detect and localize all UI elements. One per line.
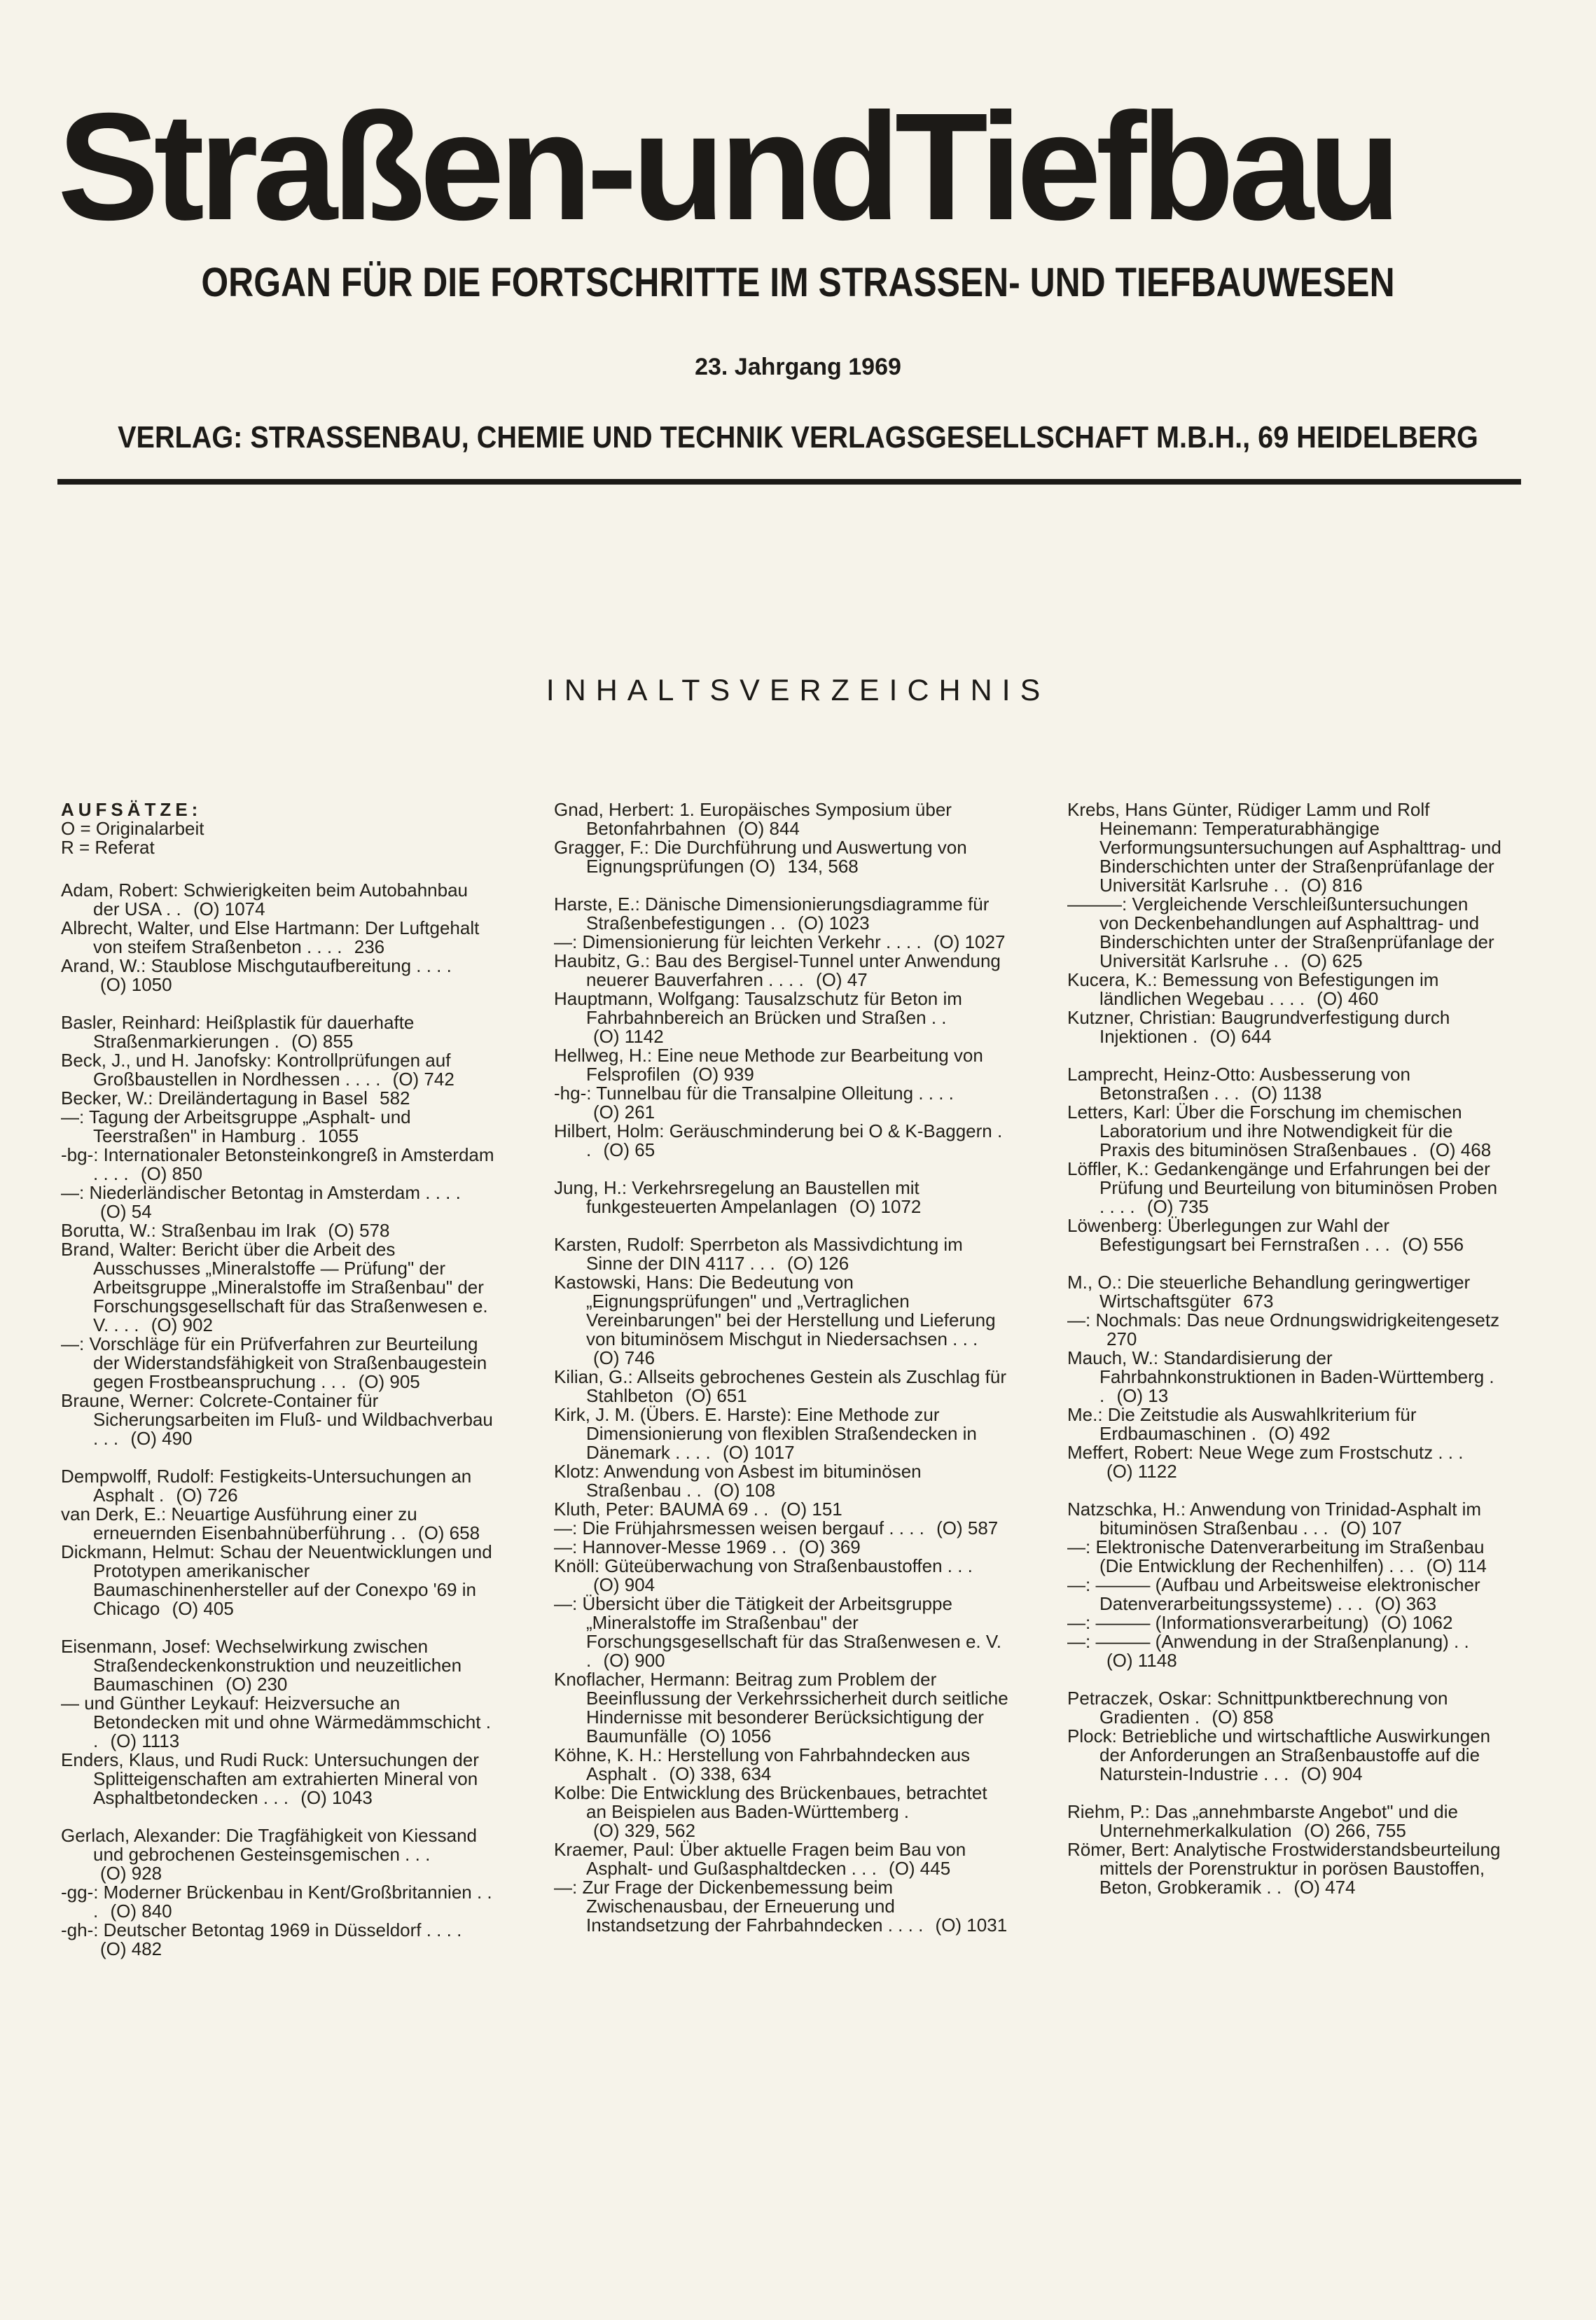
- toc-entry: [1067, 1405, 1501, 1443]
- entry-page-ref: (O) 54: [100, 1201, 152, 1222]
- entry-page-ref: (O) 858: [1212, 1707, 1274, 1728]
- entry-page-ref: 270: [1106, 1328, 1137, 1349]
- toc-entry: [61, 1240, 495, 1335]
- entry-text: Gnad, Herbert: 1. Europäisches Symposium über Betonfahrbahnen: [554, 799, 952, 839]
- toc-entry: [61, 1694, 495, 1751]
- toc-entry: [554, 1046, 1009, 1084]
- entry-page-ref: (O) 1043: [300, 1787, 373, 1808]
- entry-page-ref: (O) 482: [100, 1938, 162, 1959]
- entry-text: Dickmann, Helmut: Schau der Neuentwicklungen und Prototypen amerikanischer Baumaschinenhersteller auf der Conexpo '69 in Chicago: [61, 1541, 492, 1619]
- legend-item-referat: R = Referat: [61, 837, 155, 858]
- toc-entry: [1067, 1273, 1501, 1311]
- entry-text: Eisenmann, Josef: Wechselwirkung zwischen Straßendeckenkonstruktion und neuzeitlichen Baumaschinen: [61, 1636, 462, 1695]
- entry-page-ref: (O) 107: [1340, 1517, 1403, 1538]
- entry-page-ref: (O) 855: [291, 1031, 354, 1052]
- toc-entry: [1067, 1576, 1501, 1613]
- toc-entry: [1067, 1802, 1501, 1840]
- entry-text: Meffert, Robert: Neue Wege zum Frostschutz . . .: [1067, 1442, 1464, 1463]
- entry-text: Jung, H.: Verkehrsregelung an Baustellen mit funkgesteuerten Ampelanlagen: [554, 1177, 920, 1217]
- entry-page-ref: (O) 1148: [1106, 1650, 1177, 1671]
- entry-text: Gerlach, Alexander: Die Tragfähigkeit von Kiessand und gebrochenen Gesteinsgemischen . . .: [61, 1825, 478, 1865]
- entry-text: —: Vorschläge für ein Prüfverfahren zur Beurteilung der Widerstandsfähigkeit von Straßenbaugestein gegen Frostbeanspruchung . . .: [61, 1333, 487, 1392]
- toc-entry: [554, 1405, 1009, 1462]
- toc-entry: [61, 1543, 495, 1618]
- toc-entry: [1067, 1500, 1501, 1538]
- entry-text: Hauptmann, Wolfgang: Tausalzschutz für Beton im Fahrbahnbereich an Brücken und Straßen . .: [554, 988, 962, 1028]
- entry-text: Kirk, J. M. (Übers. E. Harste): Eine Methode zur Dimensionierung von flexiblen Straßendecken in Dänemark . . . .: [554, 1404, 977, 1463]
- toc-entry: [61, 1146, 495, 1183]
- toc-entries-3: [1067, 800, 1501, 1897]
- toc-entry: [554, 1595, 1009, 1670]
- toc-entry: [554, 800, 1009, 838]
- entry-text: —: Tagung der Arbeitsgruppe „Asphalt- und Teerstraßen" in Hamburg .: [61, 1106, 411, 1146]
- entry-page-ref: (O) 578: [328, 1220, 390, 1241]
- toc-entry: [554, 895, 1009, 933]
- entry-page-ref: (O) 905: [358, 1371, 420, 1392]
- entry-text: Kastowski, Hans: Die Bedeutung von „Eignungsprüfungen" und „Vertraglichen Vereinbarungen" bei der Herstellung und Lieferung von bituminösem Mischgut in Niedersachsen . . .: [554, 1272, 996, 1349]
- entry-page-ref: (O) 1122: [1106, 1461, 1177, 1482]
- entry-page-ref: (O) 1072: [849, 1196, 922, 1217]
- toc-entries-2: [554, 800, 1009, 1935]
- entry-page-ref: 1055: [318, 1125, 359, 1146]
- toc-entry: [1067, 1689, 1501, 1727]
- entry-text: — und Günther Leykauf: Heizversuche an Betondecken mit und ohne Wärmedämmschicht . .: [61, 1693, 491, 1751]
- entry-text: Petraczek, Oskar: Schnittpunktberechnung von Gradienten .: [1067, 1688, 1448, 1728]
- toc-entry: [1067, 1065, 1501, 1103]
- entry-text: ———: Vergleichende Verschleißuntersuchungen von Deckenbehandlungen auf Asphalttrag- und Binderschichten unter der Straßenprüfanlage der Universität Karlsruhe . .: [1067, 894, 1494, 971]
- entry-page-ref: (O) 904: [593, 1574, 655, 1595]
- entry-text: —: Die Frühjahrsmessen weisen bergauf . . . .: [554, 1517, 924, 1538]
- entry-text: Gragger, F.: Die Durchführung und Auswertung von Eignungsprüfungen (O): [554, 837, 967, 877]
- entry-page-ref: (O) 556: [1402, 1234, 1464, 1255]
- entry-page-ref: (O) 850: [140, 1163, 202, 1184]
- toc-entry: [61, 1183, 495, 1221]
- entry-page-ref: (O) 904: [1300, 1763, 1363, 1784]
- entry-text: Kluth, Peter: BAUMA 69 . .: [554, 1499, 769, 1520]
- entry-page-ref: (O) 445: [889, 1858, 951, 1879]
- entry-text: Beck, J., und H. Janofsky: Kontrollprüfungen auf Großbaustellen in Nordhessen . . . .: [61, 1050, 451, 1090]
- entry-page-ref: (O) 151: [780, 1499, 842, 1520]
- entry-page-ref: (O) 363: [1374, 1593, 1437, 1614]
- entry-page-ref: (O) 1023: [797, 912, 870, 933]
- publisher-line: VERLAG: STRASSENBAU, CHEMIE UND TECHNIK VERLAGSGESELLSCHAFT M.B.H., 69 HEIDELBERG: [118, 420, 1478, 454]
- entry-page-ref: 236: [354, 936, 385, 957]
- entry-page-ref: (O) 939: [692, 1064, 754, 1085]
- toc-entry: [554, 1179, 1009, 1216]
- toc-entry: [554, 1273, 1009, 1368]
- entry-text: —: ——— (Informationsverarbeitung): [1067, 1612, 1369, 1633]
- entry-text: Haubitz, G.: Bau des Bergisel-Tunnel unter Anwendung neuerer Bauverfahren . . . .: [554, 950, 1001, 990]
- entry-text: -hg-: Tunnelbau für die Transalpine Olleitung . . . .: [554, 1083, 954, 1104]
- entry-text: Kucera, K.: Bemessung von Befestigungen im ländlichen Wegebau . . . .: [1067, 969, 1439, 1009]
- entry-page-ref: (O) 1142: [593, 1026, 664, 1047]
- entry-page-ref: 582: [380, 1088, 410, 1109]
- toc-entry: [61, 919, 495, 957]
- toc-entry: [61, 1391, 495, 1448]
- entry-text: Dempwolff, Rudolf: Festigkeits-Untersuchungen an Asphalt .: [61, 1466, 472, 1506]
- entry-page-ref: (O) 1017: [722, 1442, 795, 1463]
- entry-page-ref: (O) 266, 755: [1303, 1820, 1406, 1841]
- entry-page-ref: (O) 329, 562: [593, 1820, 695, 1841]
- toc-entry: [1067, 1349, 1501, 1405]
- entry-text: Basler, Reinhard: Heißplastik für dauerhafte Straßenmarkierungen .: [61, 1012, 415, 1052]
- toc-entry: [1067, 1727, 1501, 1784]
- toc-entry: [61, 1221, 495, 1240]
- entry-page-ref: (O) 587: [936, 1517, 999, 1538]
- entry-page-ref: (O) 726: [176, 1485, 238, 1506]
- entry-page-ref: (O) 902: [151, 1314, 213, 1335]
- entry-page-ref: (O) 114: [1426, 1555, 1487, 1576]
- header-rule: [57, 479, 1521, 485]
- toc-entry: [61, 1505, 495, 1543]
- toc-entry: [61, 881, 495, 919]
- entry-text: Löffler, K.: Gedankengänge und Erfahrungen bei der Prüfung und Beurteilung von bituminösen Proben . . . .: [1067, 1158, 1498, 1217]
- toc-entry: [61, 1089, 495, 1108]
- entry-text: Krebs, Hans Günter, Rüdiger Lamm und Rolf Heinemann: Temperaturabhängige Verformungsuntersuchungen auf Asphalttrag- und Binderschichten unter der Straßenprüfanlage der Universität Karlsruhe . .: [1067, 799, 1501, 896]
- entry-text: -gh-: Deutscher Betontag 1969 in Düsseldorf . . . .: [61, 1919, 462, 1940]
- entry-text: Köhne, K. H.: Herstellung von Fahrbahndecken aus Asphalt .: [554, 1744, 971, 1784]
- entry-page-ref: (O) 13: [1116, 1385, 1169, 1406]
- toc-entries-1: [61, 881, 495, 1959]
- toc-entry: [61, 1013, 495, 1051]
- entry-text: -bg-: Internationaler Betonsteinkongreß in Amsterdam . . . .: [61, 1144, 494, 1184]
- toc-entry: [1067, 800, 1501, 895]
- entry-page-ref: (O) 1027: [933, 931, 1006, 952]
- toc-entry: [554, 1840, 1009, 1878]
- toc-entry: [554, 1784, 1009, 1840]
- toc-entry: [554, 1084, 1009, 1122]
- entry-text: —: Zur Frage der Dickenbemessung beim Zwischenausbau, der Erneuerung und Instandsetzung der Fahrbahndecken . . . .: [554, 1877, 924, 1936]
- entry-text: Kutzner, Christian: Baugrundverfestigung durch Injektionen .: [1067, 1007, 1450, 1047]
- entry-text: van Derk, E.: Neuartige Ausführung einer zu erneuernden Eisenbahnüberführung . .: [61, 1503, 417, 1543]
- entry-text: Arand, W.: Staublose Mischgutaufbereitung . . . .: [61, 955, 452, 976]
- toc-entry: [61, 1467, 495, 1505]
- entry-text: Lamprecht, Heinz-Otto: Ausbesserung von Betonstraßen . . .: [1067, 1064, 1410, 1104]
- entry-text: Letters, Karl: Über die Forschung im chemischen Laboratorium und ihre Notwendigkeit für die Praxis des bituminösen Straßenbaues .: [1067, 1102, 1462, 1160]
- toc-entry: [61, 1637, 495, 1694]
- entry-text: —: Niederländischer Betontag in Amsterdam . . . .: [61, 1182, 461, 1203]
- toc-entry: [554, 1746, 1009, 1784]
- toc-entry: [554, 933, 1009, 952]
- legend-title: AUFSÄTZE:: [61, 799, 202, 820]
- toc-entry: [61, 1883, 495, 1921]
- entry-page-ref: (O) 474: [1293, 1877, 1356, 1898]
- toc-entry: [61, 1921, 495, 1959]
- entry-page-ref: (O) 900: [603, 1650, 665, 1671]
- entry-page-ref: 134, 568: [787, 856, 859, 877]
- entry-page-ref: (O) 746: [593, 1347, 655, 1368]
- entry-page-ref: (O) 369: [798, 1536, 861, 1557]
- toc-entry: [61, 1826, 495, 1883]
- toc-entry: [1067, 895, 1501, 971]
- entry-page-ref: (O) 651: [685, 1385, 747, 1406]
- toc-entry: [554, 1538, 1009, 1557]
- entry-page-ref: (O) 1056: [699, 1725, 772, 1746]
- entry-page-ref: (O) 1138: [1251, 1083, 1322, 1104]
- toc-entry: [61, 957, 495, 994]
- toc-entry: [61, 1751, 495, 1807]
- toc-entry: [1067, 971, 1501, 1008]
- entry-text: -gg-: Moderner Brückenbau in Kent/Großbritannien . . .: [61, 1882, 492, 1922]
- entry-page-ref: (O) 230: [225, 1674, 288, 1695]
- toc-entry: [554, 1519, 1009, 1538]
- toc-entry: [554, 1235, 1009, 1273]
- toc-entry: [1067, 1538, 1501, 1576]
- entry-page-ref: (O) 261: [593, 1102, 655, 1123]
- entry-page-ref: (O) 338, 634: [669, 1763, 772, 1784]
- entry-page-ref: (O) 47: [815, 969, 868, 990]
- toc-entry: [1067, 1216, 1501, 1254]
- toc-entry: [554, 1500, 1009, 1519]
- toc-column-2: [554, 800, 1009, 1935]
- toc-column-3: [1067, 800, 1501, 1897]
- toc-entry: [1067, 1008, 1501, 1046]
- entry-text: Knöll: Güteüberwachung von Straßenbaustoffen . . .: [554, 1555, 973, 1576]
- toc-heading: INHALTSVERZEICHNIS: [546, 674, 1050, 707]
- entry-text: Kolbe: Die Entwicklung des Brückenbaues, betrachtet an Beispielen aus Baden-Württemberg .: [554, 1782, 987, 1822]
- entry-text: Brand, Walter: Bericht über die Arbeit des Ausschusses „Mineralstoffe — Prüfung" der Arbeitsgruppe „Mineralstoffe im Straßenbau" der Forschungsgesellschaft für das Straßenwesen e. V. . . .: [61, 1239, 488, 1335]
- entry-text: Römer, Bert: Analytische Frostwiderstandsbeurteilung mittels der Porenstruktur in porösen Baustoffen, Beton, Grobkeramik . .: [1067, 1839, 1501, 1898]
- entry-page-ref: (O) 742: [392, 1069, 454, 1090]
- toc-entry: [1067, 1613, 1501, 1632]
- entry-page-ref: (O) 625: [1300, 950, 1363, 971]
- toc-entry: [554, 952, 1009, 989]
- entry-text: —: Hannover-Messe 1969 . .: [554, 1536, 787, 1557]
- entry-page-ref: (O) 460: [1317, 988, 1379, 1009]
- toc-entry: [61, 1108, 495, 1146]
- entry-text: Klotz: Anwendung von Asbest im bituminösen Straßenbau . .: [554, 1461, 922, 1501]
- entry-text: Mauch, W.: Standardisierung der Fahrbahnkonstruktionen in Baden-Württemberg . .: [1067, 1347, 1494, 1406]
- toc-entry: [554, 1122, 1009, 1160]
- toc-column-1: [61, 800, 495, 1959]
- entry-page-ref: (O) 108: [714, 1480, 776, 1501]
- entry-text: Enders, Klaus, und Rudi Ruck: Untersuchungen der Splitteigenschaften am extrahierten Mineral von Asphaltbetondecken . . .: [61, 1749, 479, 1808]
- entry-text: Kilian, G.: Allseits gebrochenes Gestein als Zuschlag für Stahlbeton: [554, 1366, 1006, 1406]
- entry-text: Plock: Betriebliche und wirtschaftliche Auswirkungen der Anforderungen an Straßenbaustoffe auf die Naturstein-Industrie . . .: [1067, 1725, 1491, 1784]
- toc-entry: [61, 1335, 495, 1391]
- entry-page-ref: (O) 1062: [1380, 1612, 1453, 1633]
- entry-text: —: ——— (Aufbau und Arbeitsweise elektronischer Datenverarbeitungssysteme) . . .: [1067, 1574, 1480, 1614]
- entry-text: Albrecht, Walter, und Else Hartmann: Der Luftgehalt von steifem Straßenbeton . . . .: [61, 917, 480, 957]
- entry-page-ref: (O) 844: [737, 818, 800, 839]
- toc-entry: [1067, 1160, 1501, 1216]
- entry-text: Löwenberg: Überlegungen zur Wahl der Befestigungsart bei Fernstraßen . . .: [1067, 1215, 1390, 1255]
- entry-page-ref: (O) 492: [1268, 1423, 1331, 1444]
- entry-page-ref: 673: [1243, 1291, 1274, 1312]
- toc-entry: [554, 1368, 1009, 1405]
- entry-page-ref: (O) 840: [110, 1901, 172, 1922]
- entry-page-ref: (O) 735: [1146, 1196, 1209, 1217]
- entry-page-ref: (O) 65: [603, 1139, 655, 1160]
- volume-year: 23. Jahrgang 1969: [695, 354, 901, 380]
- entry-page-ref: (O) 928: [100, 1863, 162, 1884]
- entry-text: —: Nochmals: Das neue Ordnungswidrigkeitengesetz: [1067, 1310, 1500, 1331]
- entry-text: Braune, Werner: Colcrete-Container für Sicherungsarbeiten im Fluß- und Wildbachverbau . . .: [61, 1390, 493, 1449]
- toc-entry: [554, 989, 1009, 1046]
- entry-text: Natzschka, H.: Anwendung von Trinidad-Asphalt im bituminösen Straßenbau . . .: [1067, 1499, 1482, 1538]
- entry-page-ref: (O) 1113: [110, 1730, 180, 1751]
- legend-item-original: O = Originalarbeit: [61, 818, 204, 839]
- toc-entry: [554, 1462, 1009, 1500]
- toc-entry: [554, 1557, 1009, 1595]
- entry-text: Adam, Robert: Schwierigkeiten beim Autobahnbau der USA . .: [61, 880, 469, 919]
- entry-text: Harste, E.: Dänische Dimensionierungsdiagramme für Straßenbefestigungen . .: [554, 894, 990, 933]
- entry-text: Becker, W.: Dreiländertagung in Basel: [61, 1088, 368, 1109]
- toc-entry: [1067, 1443, 1501, 1481]
- entry-page-ref: (O) 658: [417, 1522, 480, 1543]
- entry-page-ref: (O) 816: [1300, 875, 1363, 896]
- toc-entry: [1067, 1840, 1501, 1897]
- entry-text: Hellweg, H.: Eine neue Methode zur Bearbeitung von Felsprofilen: [554, 1045, 983, 1085]
- entry-text: —: Übersicht über die Tätigkeit der Arbeitsgruppe „Mineralstoffe im Straßenbau" der Forschungsgesellschaft für das Straßenwesen e. V. .: [554, 1593, 1002, 1671]
- entry-text: M., O.: Die steuerliche Behandlung geringwertiger Wirtschaftsgüter: [1067, 1272, 1471, 1312]
- entry-page-ref: (O) 1074: [193, 898, 265, 919]
- entry-text: Knoflacher, Hermann: Beitrag zum Problem der Beeinflussung der Verkehrssicherheit durch seitliche Hindernisse mit besonderer Berücksichtigung der Baumunfälle: [554, 1669, 1008, 1746]
- journal-title: Straßen-undTiefbau: [57, 82, 1396, 252]
- entry-text: Karsten, Rudolf: Sperrbeton als Massivdichtung im Sinne der DIN 4117 . . .: [554, 1234, 963, 1274]
- toc-entry: [1067, 1311, 1501, 1349]
- entry-text: —: Dimensionierung für leichten Verkehr . . . .: [554, 931, 922, 952]
- entry-page-ref: (O) 644: [1209, 1026, 1272, 1047]
- entry-text: —: Elektronische Datenverarbeitung im Straßenbau (Die Entwicklung der Rechenhilfen) . . .: [1067, 1536, 1485, 1576]
- entry-text: Riehm, P.: Das „annehmbarste Angebot" und die Unternehmerkalkulation: [1067, 1801, 1458, 1841]
- entry-text: Kraemer, Paul: Über aktuelle Fragen beim Bau von Asphalt- und Gußasphaltdecken . . .: [554, 1839, 966, 1879]
- entry-text: Me.: Die Zeitstudie als Auswahlkriterium für Erdbaumaschinen .: [1067, 1404, 1417, 1444]
- entry-page-ref: (O) 126: [787, 1253, 849, 1274]
- toc-entry: [554, 1878, 1009, 1935]
- entry-text: Hilbert, Holm: Geräuschminderung bei O & K-Baggern . .: [554, 1120, 1003, 1160]
- toc-entry: [1067, 1103, 1501, 1160]
- entry-page-ref: (O) 1050: [100, 974, 172, 995]
- toc-entry: [1067, 1632, 1501, 1670]
- toc-entry: [554, 838, 1009, 876]
- entry-page-ref: (O) 1031: [935, 1915, 1008, 1936]
- entry-page-ref: (O) 468: [1429, 1139, 1492, 1160]
- toc-entry: [61, 1051, 495, 1089]
- entry-text: Borutta, W.: Straßenbau im Irak: [61, 1220, 317, 1241]
- toc-entry: [554, 1670, 1009, 1746]
- entry-page-ref: (O) 490: [130, 1428, 193, 1449]
- entry-text: —: ——— (Anwendung in der Straßenplanung) . .: [1067, 1631, 1469, 1652]
- journal-subtitle: ORGAN FÜR DIE FORTSCHRITTE IM STRASSEN- UND TIEFBAUWESEN: [201, 260, 1395, 305]
- entry-page-ref: (O) 405: [172, 1598, 234, 1619]
